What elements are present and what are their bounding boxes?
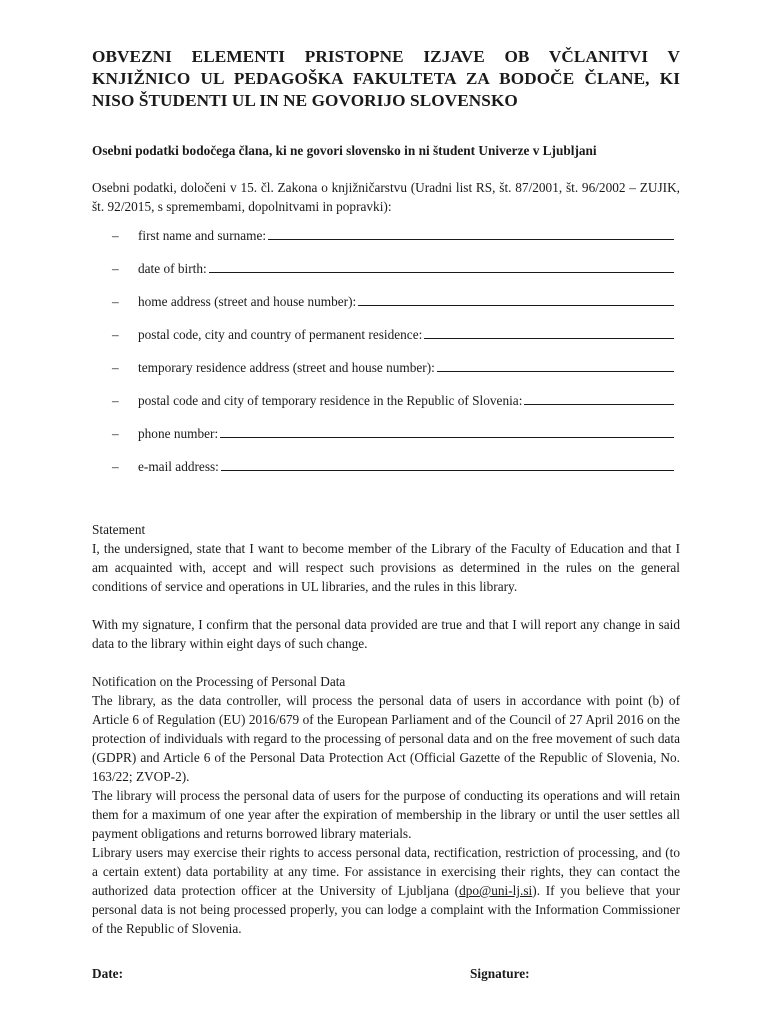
bullet-dash: –	[112, 228, 119, 243]
dpo-email-link[interactable]: dpo@uni-lj.si	[459, 883, 533, 898]
intro-paragraph: Osebni podatki, določeni v 15. čl. Zakona o knjižničarstvu (Uradni list RS, št. 87/2001, št. 96/2002 – ZUJIK, št. 92/2015, s spremembami, dopolnitvami in popravki):	[92, 180, 680, 214]
notification-heading: Notification on the Processing of Personal Data	[92, 674, 346, 689]
statement-section	[92, 520, 680, 596]
bullet-dash: –	[112, 360, 119, 375]
bullet-dash: –	[112, 327, 119, 342]
bullet-dash: –	[112, 294, 119, 309]
notification-section	[92, 672, 680, 938]
notification-paragraph-3	[92, 843, 680, 938]
statement-text: I, the undersigned, state that I want to become member of the Library of the Faculty of Education and that I am acquainted with, accept and will respect such provisions as determined in the rules on the general conditions of service and operations in UL libraries, and the rules in this library.	[92, 541, 680, 594]
bullet-dash: –	[112, 261, 119, 276]
form-field-row	[92, 293, 680, 326]
signature-footer	[92, 966, 680, 988]
form-field-row	[92, 227, 680, 260]
personal-data-fields	[92, 227, 680, 491]
notification-paragraph-1: The library, as the data controller, will process the personal data of users in accordance with point (b) of Article 6 of Regulation (EU) 2016/679 of the European Parliament and of the Council of 27 April 2016 on the protection of individuals with regard to the processing of personal data and on the free movement of such data (GDPR) and Article 6 of the Personal Data Protection Act (Official Gazette of the Republic of Slovenia, No. 163/22; ZVOP-2).	[92, 693, 680, 784]
notification-paragraph-2: The library will process the personal data of users for the purpose of conducting its operations and will retain them for a maximum of one year after the expiration of membership in the library or until the user settles all payment obligations and returns borrowed library materials.	[92, 788, 680, 841]
form-field-row	[92, 260, 680, 293]
field-label: date of birth:	[138, 261, 207, 276]
field-label: postal code, city and country of permanent residence:	[138, 327, 423, 342]
rights-text: Library users may exercise their rights to access personal data, rectification, restriction of processing, and (to a certain extent) data portability at any time. For assistance in exercising their rights, they can contact the authorized data protection officer at the University of Ljubljana (	[92, 845, 680, 898]
bullet-dash: –	[112, 426, 119, 441]
field-label: phone number:	[138, 426, 219, 441]
field-label: e-mail address:	[138, 459, 219, 474]
form-field-row	[92, 392, 680, 425]
confirmation-paragraph: With my signature, I confirm that the personal data provided are true and that I will report any change in said data to the library within eight days of such change.	[92, 617, 680, 651]
field-input-line[interactable]	[524, 392, 674, 405]
document-subtitle: Osebni podatki bodočega člana, ki ne govori slovensko in ni študent Univerze v Ljubljani	[92, 143, 597, 158]
field-label: first name and surname:	[138, 228, 267, 243]
field-label: temporary residence address (street and house number):	[138, 360, 435, 375]
field-input-line[interactable]	[268, 227, 674, 240]
field-label: postal code and city of temporary residence in the Republic of Slovenia:	[138, 393, 523, 408]
form-field-row	[92, 458, 680, 491]
field-input-line[interactable]	[358, 293, 674, 306]
statement-heading: Statement	[92, 522, 146, 537]
bullet-dash: –	[112, 459, 119, 474]
field-input-line[interactable]	[424, 326, 674, 339]
form-field-row	[92, 326, 680, 359]
complaint-text: ). If you believe that your personal data is not being processed properly, you can lodge a complaint with the Information Commissioner of the Republic of Slovenia.	[92, 883, 680, 936]
document-title: OBVEZNI ELEMENTI PRISTOPNE IZJAVE OB VČLANITVI V KNJIŽNICO UL PEDAGOŠKA FAKULTETA ZA BODOČE ČLANE, KI NISO ŠTUDENTI UL IN NE GOVORIJO SLOVENSKO	[92, 47, 680, 110]
field-label: home address (street and house number):	[138, 294, 357, 309]
field-input-line[interactable]	[221, 458, 674, 471]
form-field-row	[92, 425, 680, 458]
document-page	[92, 46, 680, 938]
field-input-line[interactable]	[220, 425, 674, 438]
form-field-row	[92, 359, 680, 392]
field-input-line[interactable]	[437, 359, 674, 372]
field-input-line[interactable]	[209, 260, 674, 273]
bullet-dash: –	[112, 393, 119, 408]
signature-label: Signature:	[470, 966, 530, 981]
date-label: Date:	[92, 966, 124, 981]
